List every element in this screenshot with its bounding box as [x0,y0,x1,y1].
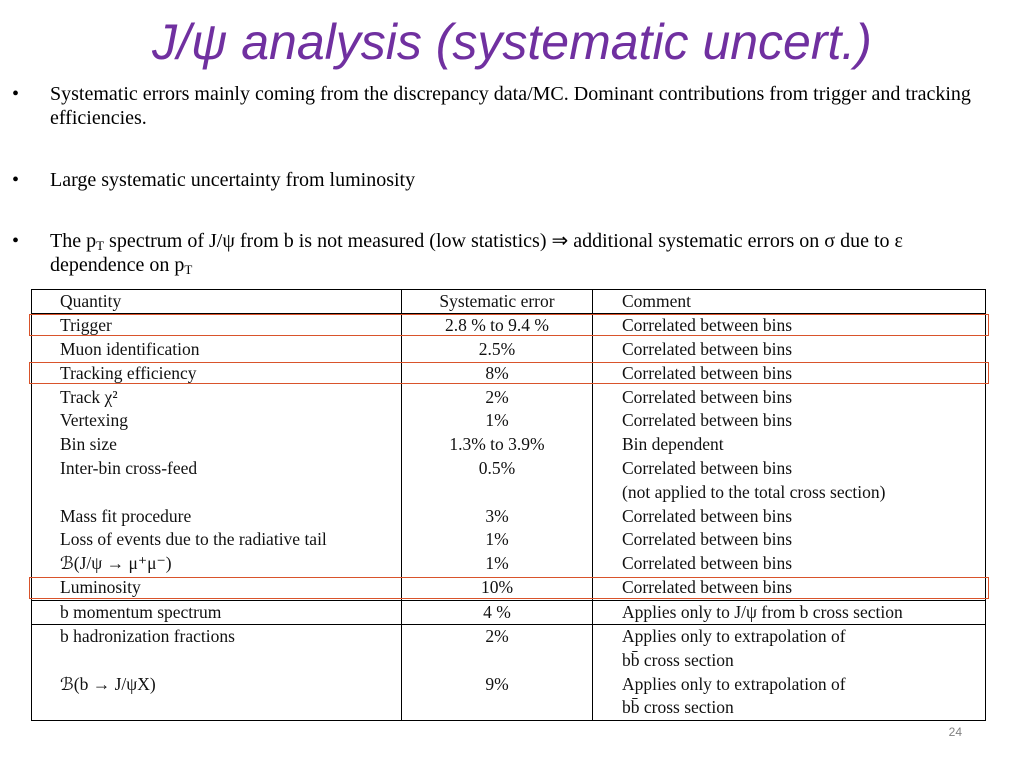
cell-comment: Applies only to extrapolation of [622,626,846,646]
cell-comment: bb̄ cross section [622,650,734,670]
header-systematic-error: Systematic error [439,291,555,311]
subscript: T [96,238,105,253]
bullet-text-part: The p [50,230,97,252]
cell-comment: Applies only to J/ψ from b cross section [622,602,903,622]
cell-comment: Correlated between bins [622,363,793,383]
bullet-dot: • [12,230,20,252]
cell-quantity: Tracking efficiency [60,363,197,383]
cell-comment: Correlated between bins [622,315,793,335]
cell-quantity: Trigger [60,315,112,335]
cell-error: 4 % [483,602,511,622]
cell-comment: Bin dependent [622,434,724,454]
cell-quantity: Bin size [60,434,117,454]
cell-quantity: Track χ² [60,387,118,407]
cell-comment: Correlated between bins [622,458,793,478]
cell-error: 2% [485,626,509,646]
cell-comment: (not applied to the total cross section) [622,482,886,502]
cell-comment: bb̄ cross section [622,697,734,717]
bullet-dot: • [12,83,20,105]
cell-error: 2% [485,387,509,407]
cell-error: 1% [485,529,509,549]
highlight-box-tracking [29,362,989,384]
highlight-box-luminosity [29,577,989,599]
cell-quantity: Luminosity [60,577,141,597]
cell-quantity: Muon identification [60,339,200,359]
bullet-text [50,229,990,277]
subscript: T [184,262,193,277]
cell-comment: Applies only to extrapolation of [622,674,846,694]
cell-quantity: Inter-bin cross-feed [60,458,198,478]
cell-quantity: Vertexing [60,410,129,430]
cell-error: 1% [485,553,509,573]
slide-title: J/ψ analysis (systematic uncert.) [152,14,872,70]
cell-quantity: ℬ(b → J/ψX) [60,674,156,694]
cell-comment: Correlated between bins [622,339,793,359]
header-quantity: Quantity [60,291,122,311]
cell-quantity: Mass fit procedure [60,506,192,526]
cell-comment: Correlated between bins [622,387,793,407]
cell-quantity: b momentum spectrum [60,602,222,622]
cell-error: 0.5% [478,458,516,478]
column-divider [592,290,593,720]
highlight-box-trigger [29,314,989,336]
cell-error: 1% [485,410,509,430]
cell-error: 10% [480,577,514,597]
cell-quantity: ℬ(J/ψ → μ⁺μ⁻) [60,553,172,573]
cell-comment: Correlated between bins [622,410,793,430]
cell-comment: Correlated between bins [622,577,793,597]
systematics-table [31,289,986,721]
cell-error: 8% [485,363,509,383]
cell-error: 2.5% [478,339,516,359]
bullet-text: Systematic errors mainly coming from the discrepancy data/MC. Dominant contributions from trigger and tracking efficiencies. [50,83,971,129]
cell-error: 2.8 % to 9.4 % [444,315,550,335]
cell-quantity: b hadronization fractions [60,626,235,646]
cell-comment: Correlated between bins [622,506,793,526]
cell-quantity: Loss of events due to the radiative tail [60,529,327,549]
bullet-text: Large systematic uncertainty from luminosity [50,169,416,191]
page-number: 24 [948,725,962,739]
bullet-text-part: spectrum of J/ψ from b is not measured (low statistics) ⇒ additional systematic errors on σ due to ε dependence on p [50,230,903,276]
cell-error: 3% [485,506,509,526]
bullet-dot: • [12,169,20,191]
header-comment: Comment [622,291,692,311]
cell-error: 1.3% to 3.9% [449,434,545,454]
cell-error: 9% [485,674,509,694]
cell-comment: Correlated between bins [622,553,793,573]
cell-comment: Correlated between bins [622,529,793,549]
